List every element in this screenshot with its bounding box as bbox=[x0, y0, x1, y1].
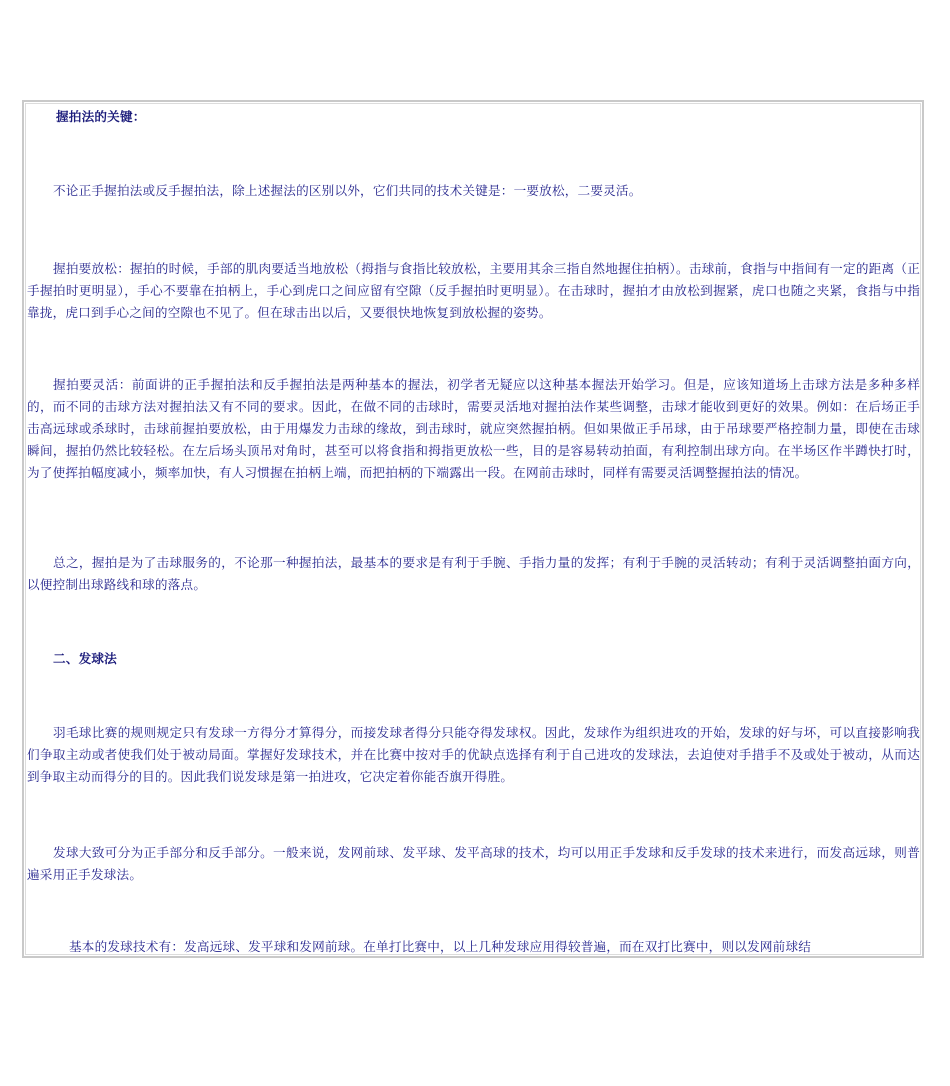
paragraph-serve-types: 发球大致可分为正手部分和反手部分。一般来说，发网前球、发平球、发平高球的技术，均可以用正手发球和反手发球的技术来进行，而发高远球，则普遍采用正手发球法。 bbox=[27, 845, 920, 882]
paragraph-grip-flexible: 握拍要灵活：前面讲的正手握拍法和反手握拍法是两种基本的握法，初学者无疑应以这种基本握法开始学习。但是，应该知道场上击球方法是多种多样的，而不同的击球方法对握拍法又有不同的要求。因此，在做不同的击球时，需要灵活地对握拍法作某些调整，击球才能收到更好的效果。例如：在后场正手击高远球或杀球时，击球前握拍要放松，由于用爆发力击球的缘故，到击球时，就应突然握拍柄。但如果做正手吊球，由于吊球要严格控制力量，即使在击球瞬间，握拍仍然比较轻松。在左后场头顶吊对角时，甚至可以将食指和拇指更放松一些，目的是容易转动拍面，有利控制出球方向。在半场区作半蹲快打时，为了使挥拍幅度减小，频率加快，有人习惯握在拍柄上端，而把拍柄的下端露出一段。在网前击球时，同样有需要灵活调整握拍法的情况。 bbox=[27, 377, 920, 480]
paragraph-grip-relax: 握拍要放松：握拍的时候，手部的肌肉要适当地放松（拇指与食指比较放松，主要用其余三指自然地握住拍柄）。击球前，食指与中指间有一定的距离（正手握拍时更明显），手心不要靠在拍柄上，手心到虎口之间应留有空隙（反手握拍时更明显）。在击球时，握拍才由放松到握紧，虎口也随之夹紧，食指与中指靠拢，虎口到手心之间的空隙也不见了。但在球击出以后，又要很快地恢复到放松握的姿势。 bbox=[27, 261, 920, 320]
paragraph-summary: 总之，握拍是为了击球服务的，不论那一种握拍法，最基本的要求是有利于手腕、手指力量的发挥；有利于手腕的灵活转动；有利于灵活调整拍面方向，以便控制出球路线和球的落点。 bbox=[27, 555, 920, 592]
inner-border bbox=[25, 103, 921, 955]
paragraph-basic-serves: 基本的发球技术有：发高远球、发平球和发网前球。在单打比赛中，以上几种发球应用得较普遍，而在双打比赛中，则以发网前球结 bbox=[69, 939, 812, 954]
grip-heading: 握拍法的关键： bbox=[56, 109, 146, 124]
serve-heading: 二、发球法 bbox=[53, 651, 117, 666]
content-frame bbox=[22, 100, 924, 958]
paragraph-common-key: 不论正手握拍法或反手握拍法，除上述握法的区别以外，它们共同的技术关键是：一要放松，二要灵活。 bbox=[53, 183, 642, 198]
paragraph-serve-rules: 羽毛球比赛的规则规定只有发球一方得分才算得分，而接发球者得分只能夺得发球权。因此，发球作为组织进攻的开始，发球的好与坏，可以直接影响我们争取主动或者使我们处于被动局面。掌握好发球技术，并在比赛中按对手的优缺点选择有利于自己进攻的发球法，去迫使对手措手不及或处于被动，从而达到争取主动而得分的目的。因此我们说发球是第一拍进攻，它决定着你能否旗开得胜。 bbox=[27, 725, 920, 784]
